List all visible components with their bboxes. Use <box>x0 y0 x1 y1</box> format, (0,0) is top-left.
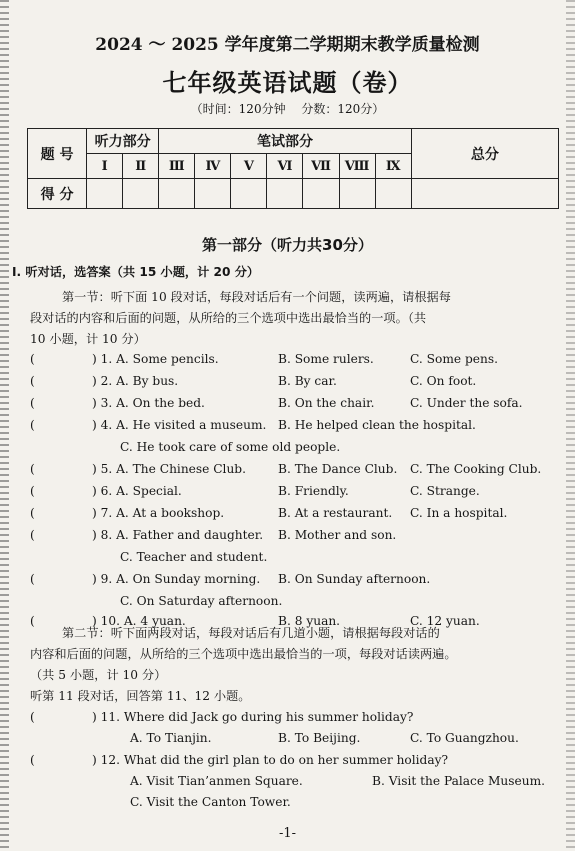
question-stem: ) 11. Where did Jack go during his summer holiday? <box>92 710 414 724</box>
listening-part-header: 听力部分 <box>87 129 159 154</box>
roman-5: Ⅴ <box>231 154 267 179</box>
option-c: C. Some pens. <box>410 352 498 366</box>
score-row-label: 得 分 <box>28 179 87 209</box>
option-a: C. Teacher and student. <box>120 550 268 564</box>
roman-7: Ⅶ <box>303 154 339 179</box>
option-a: C. He took care of some old people. <box>120 440 341 454</box>
question-11 <box>30 710 550 728</box>
section-two-instruction-line2: 内容和后面的问题，从所给的三个选项中选出最恰当的一项，每段对话读两遍。 <box>30 647 457 661</box>
score-table <box>27 128 559 209</box>
question-number-header: 题 号 <box>28 129 87 179</box>
option-c: C. Strange. <box>410 484 480 498</box>
roman-9: Ⅸ <box>375 154 411 179</box>
option-b: B. To Beijing. <box>278 731 361 745</box>
answer-paren[interactable]: ( <box>30 352 35 366</box>
roman-3: Ⅲ <box>159 154 195 179</box>
question-row <box>30 594 550 612</box>
question-row <box>30 506 550 524</box>
option-c: C. Under the sofa. <box>410 396 523 410</box>
option-a: ) 8. A. Father and daughter. <box>92 528 264 542</box>
option-c: C. The Cooking Club. <box>410 462 542 476</box>
option-c: C. 12 yuan. <box>410 614 480 628</box>
option-a: ) 2. A. By bus. <box>92 374 179 388</box>
written-part-header: 笔试部分 <box>159 129 411 154</box>
option-c: C. To Guangzhou. <box>410 731 519 745</box>
roman-1: Ⅰ <box>87 154 123 179</box>
score-cell[interactable] <box>123 179 159 209</box>
listen-dialogue-11-note: 听第 11 段对话，回答第 11、12 小题。 <box>30 689 251 703</box>
answer-paren[interactable]: ( <box>30 710 35 724</box>
section-one-heading: Ⅰ. 听对话，选答案（共 15 小题，计 20 分） <box>12 265 260 279</box>
answer-paren[interactable]: ( <box>30 462 35 476</box>
page-number: -1- <box>278 826 297 841</box>
option-a: ) 4. A. He visited a museum. <box>92 418 267 432</box>
question-row <box>30 352 550 370</box>
option-c: C. On foot. <box>410 374 477 388</box>
roman-2: Ⅱ <box>123 154 159 179</box>
option-a: A. Visit Tian’anmen Square. <box>130 774 303 788</box>
option-b: B. On the chair. <box>278 396 375 410</box>
roman-6: Ⅵ <box>267 154 303 179</box>
score-cell[interactable] <box>267 179 303 209</box>
question-12-options-cont <box>30 795 550 813</box>
score-cell[interactable] <box>87 179 123 209</box>
question-12 <box>30 753 550 771</box>
answer-paren[interactable]: ( <box>30 753 35 767</box>
question-row <box>30 484 550 502</box>
section-two-instruction-line3: （共 5 小题，计 10 分） <box>30 668 167 682</box>
question-11-options <box>30 731 550 749</box>
answer-paren[interactable]: ( <box>30 528 35 542</box>
option-b: B. Mother and son. <box>278 528 397 542</box>
option-c: C. In a hospital. <box>410 506 508 520</box>
option-a: ) 3. A. On the bed. <box>92 396 205 410</box>
answer-paren[interactable]: ( <box>30 484 35 498</box>
binding-perforation-left <box>0 0 9 851</box>
total-score-header: 总分 <box>411 129 558 179</box>
option-a: ) 9. A. On Sunday morning. <box>92 572 261 586</box>
score-cell[interactable] <box>195 179 231 209</box>
question-row <box>30 462 550 480</box>
option-b: B. At a restaurant. <box>278 506 393 520</box>
section-one-instruction-line3: 10 小题，计 10 分） <box>30 332 146 346</box>
answer-paren[interactable]: ( <box>30 614 35 628</box>
section-one-instruction-line2: 段对话的内容和后面的问题，从所给的三个选项中选出最恰当的一项。（共 <box>30 311 427 325</box>
option-c: C. Visit the Canton Tower. <box>130 795 291 809</box>
option-a: A. To Tianjin. <box>130 731 212 745</box>
option-b: B. Visit the Palace Museum. <box>372 774 546 788</box>
score-cell[interactable] <box>339 179 375 209</box>
question-row <box>30 440 550 458</box>
option-a: ) 10. A. 4 yuan. <box>92 614 186 628</box>
score-cell[interactable] <box>303 179 339 209</box>
option-a: ) 7. A. At a bookshop. <box>92 506 225 520</box>
part-one-title: 第一部分（听力共30分） <box>202 236 373 254</box>
section-one-instruction-line1: 第一节：听下面 10 段对话，每段对话后有一个问题，读两遍，请根据每 <box>62 290 451 304</box>
total-score: 分数：120分） <box>301 102 385 116</box>
answer-paren[interactable]: ( <box>30 396 35 410</box>
exam-paper-title: 七年级英语试题（卷） <box>162 69 413 97</box>
time-limit: （时间：120分钟 <box>190 102 286 116</box>
answer-paren[interactable]: ( <box>30 572 35 586</box>
option-a: ) 5. A. The Chinese Club. <box>92 462 246 476</box>
option-b: B. The Dance Club. <box>278 462 398 476</box>
option-a: ) 6. A. Special. <box>92 484 182 498</box>
question-row <box>30 550 550 568</box>
option-b: B. 8 yuan. <box>278 614 341 628</box>
question-stem: ) 12. What did the girl plan to do on her summer holiday? <box>92 753 449 767</box>
option-b: B. Some rulers. <box>278 352 374 366</box>
question-row <box>30 396 550 414</box>
score-cell[interactable] <box>159 179 195 209</box>
time-and-score-line <box>0 100 575 117</box>
exam-year-title: 2024 ～ 2025 学年度第二学期期末教学质量检测 <box>95 35 480 55</box>
option-a: C. On Saturday afternoon. <box>120 594 283 608</box>
roman-4: Ⅳ <box>195 154 231 179</box>
total-score-cell[interactable] <box>411 179 558 209</box>
option-a: ) 1. A. Some pencils. <box>92 352 219 366</box>
option-b: B. He helped clean the hospital. <box>278 418 476 432</box>
option-b: B. By car. <box>278 374 337 388</box>
option-b: B. On Sunday afternoon. <box>278 572 431 586</box>
question-12-options <box>30 774 550 792</box>
roman-8: Ⅷ <box>339 154 375 179</box>
option-b: B. Friendly. <box>278 484 349 498</box>
binding-perforation-right <box>566 0 575 851</box>
question-row <box>30 572 550 590</box>
score-cell[interactable] <box>375 179 411 209</box>
answer-paren[interactable]: ( <box>30 374 35 388</box>
answer-paren[interactable]: ( <box>30 506 35 520</box>
score-cell[interactable] <box>231 179 267 209</box>
question-row <box>30 374 550 392</box>
question-row <box>30 418 550 436</box>
question-row <box>30 528 550 546</box>
answer-paren[interactable]: ( <box>30 418 35 432</box>
section-two-instruction-line1: 第二节：听下面两段对话，每段对话后有几道小题，请根据每段对话的 <box>62 626 440 640</box>
